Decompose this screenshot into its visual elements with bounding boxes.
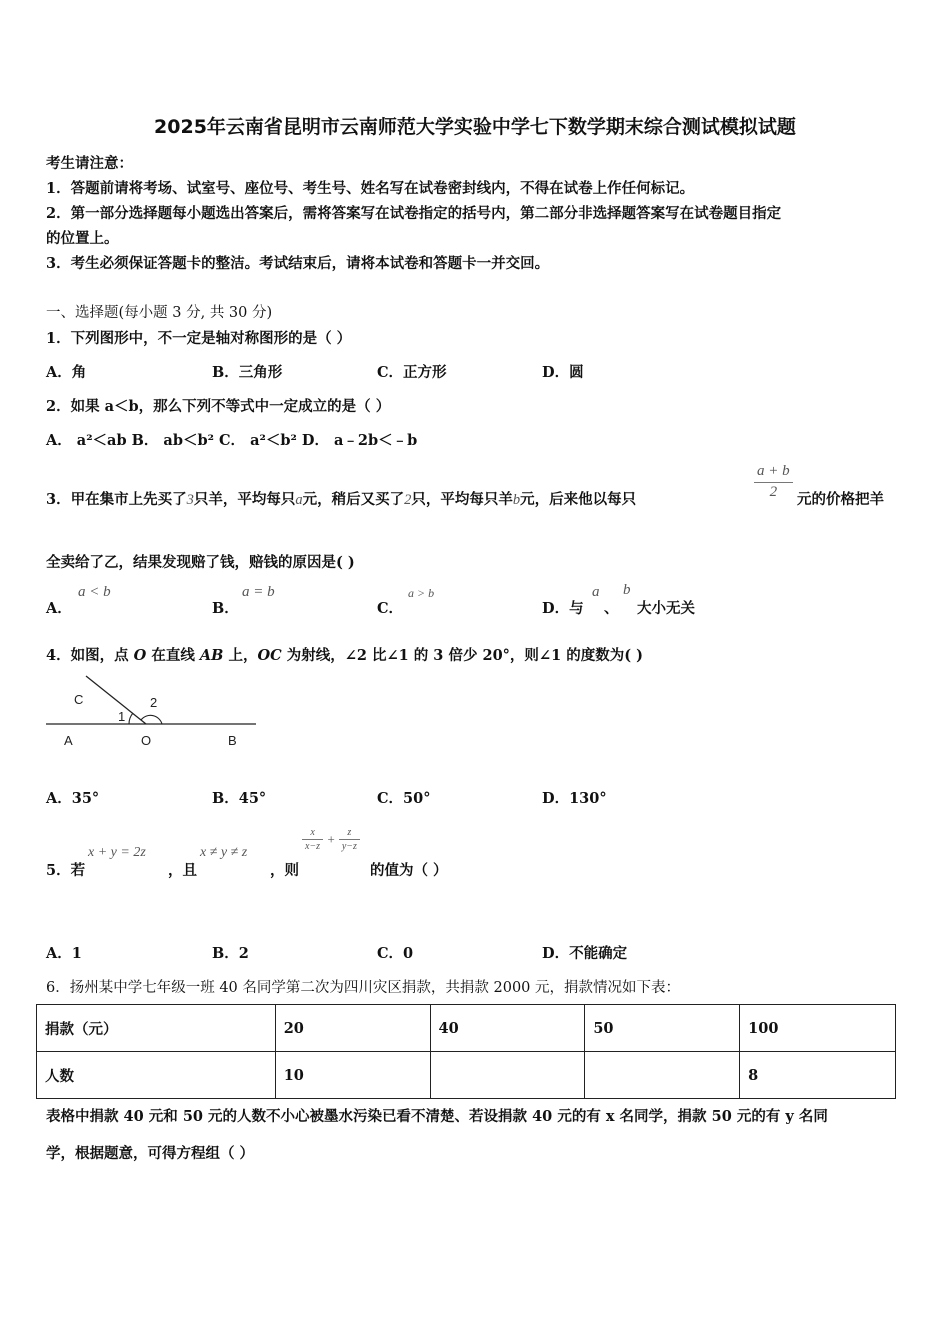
q4-option-a: A．35° <box>46 790 100 807</box>
q4-text-3: 上， <box>223 647 258 664</box>
q6-after-line-2: 学，根据题意，可得方程组（ ） <box>46 1145 255 1162</box>
q3-fraction-denominator: 2 <box>769 483 778 500</box>
q3-var-a: a <box>295 492 303 508</box>
q3-num-2: 2 <box>404 492 412 508</box>
q4-point-o: O <box>133 647 147 664</box>
q4-ray-oc: OC <box>257 647 282 664</box>
notice-line-1: 1．答题前请将考场、试室号、座位号、考生号、姓名写在试卷密封线内，不得在试卷上作任何标记。 <box>46 180 695 197</box>
q1-option-c: C．正方形 <box>377 364 447 381</box>
q1-option-b: B．三角形 <box>212 364 283 381</box>
section-heading: 一、选择题(每小题 3 分, 共 30 分) <box>46 305 273 321</box>
q3-num-3: 3 <box>186 492 194 508</box>
table-cell: 8 <box>740 1052 896 1099</box>
angle-diagram <box>40 672 270 754</box>
question-2-stem: 2．如果 a＜b，那么下列不等式中一定成立的是（ ） <box>46 398 391 415</box>
q4-text-2: 在直线 <box>146 647 200 664</box>
ray-oc <box>86 676 146 724</box>
q5-frac1-den: x−z <box>305 841 321 852</box>
question-1-stem: 1．下列图形中，不一定是轴对称图形的是（ ） <box>46 330 352 347</box>
angle-1-arc <box>129 713 133 724</box>
q4-option-b: B．45° <box>212 790 267 807</box>
q3-fraction <box>754 462 793 502</box>
q3-text-6: 元的价格把羊 <box>797 491 884 508</box>
q1-option-d: D．圆 <box>542 364 584 381</box>
q3-option-a-label: A． <box>46 600 72 617</box>
q5-option-c: C．0 <box>377 945 414 962</box>
q3-option-d-tail: 大小无关 <box>637 600 695 617</box>
donation-table <box>36 1004 896 1099</box>
q3-option-c-math: a > b <box>408 586 435 600</box>
q3-option-d-a: a <box>592 584 600 600</box>
table-row <box>37 1005 896 1052</box>
q3-text-2: 只羊，平均每只 <box>193 491 296 508</box>
q3-text-3: 元，稍后又买了 <box>302 491 405 508</box>
q3-text-5: 元，后来他以每只 <box>520 491 637 508</box>
notice-heading: 考生请注意： <box>46 155 133 172</box>
q3-option-d-sep: 、 <box>604 600 619 617</box>
q5-condition-2: x ≠ y ≠ z <box>200 845 248 860</box>
q4-text-1: 4．如图，点 <box>46 647 134 664</box>
q5-option-a: A．1 <box>46 945 82 962</box>
table-cell: 40 <box>430 1005 585 1052</box>
question-3-stem <box>46 488 636 509</box>
q3-fraction-numerator: a + b <box>754 462 793 483</box>
notice-line-2b: 的位置上。 <box>46 230 119 247</box>
q5-condition-1: x + y = 2z <box>88 845 146 860</box>
table-cell: 20 <box>275 1005 430 1052</box>
q5-plus: + <box>326 831 336 847</box>
table-cell: 10 <box>275 1052 430 1099</box>
q1-option-a: A．角 <box>46 364 87 381</box>
q3-option-b-math: a = b <box>242 584 275 600</box>
label-b: B <box>228 733 237 748</box>
q4-text-4: 为射线，∠2 比∠1 的 3 倍少 20°，则∠1 的度数为( ) <box>281 647 643 664</box>
label-c: C <box>74 692 84 707</box>
q5-option-b: B．2 <box>212 945 249 962</box>
q2-options: A． a²＜ab B． ab＜b² C． a²＜b² D． a﹣2b＜﹣b <box>46 432 418 449</box>
table-cell: 50 <box>585 1005 740 1052</box>
table-cell <box>430 1052 585 1099</box>
q4-option-d: D．130° <box>542 790 607 807</box>
page-title: 2025年云南省昆明市云南师范大学实验中学七下数学期末综合测试模拟试题 <box>154 116 796 138</box>
q5-text-4: 的值为（ ） <box>370 862 448 879</box>
q5-frac2-den: y−z <box>341 841 357 852</box>
table-cell: 100 <box>740 1005 896 1052</box>
q3-text-4: 只，平均每只羊 <box>411 491 513 508</box>
label-a: A <box>64 733 73 748</box>
question-6-stem: 6．扬州某中学七年级一班 40 名同学第二次为四川灾区捐款，共捐款 2000 元，捐款情况如下表： <box>46 980 681 996</box>
q5-expression <box>302 826 360 853</box>
label-angle-1: 1 <box>118 709 126 724</box>
q3-option-c-label: C． <box>377 600 404 617</box>
table-row <box>37 1052 896 1099</box>
q3-var-b: b <box>512 492 521 508</box>
q3-text-1: 3．甲在集市上先买了 <box>46 491 187 508</box>
question-4-stem <box>46 644 643 665</box>
q4-line-ab: AB <box>199 647 224 664</box>
q5-text-1: 5．若 <box>46 862 86 879</box>
q3-option-d-label: D．与 <box>542 600 584 617</box>
q6-after-line-1: 表格中捐款 40 元和 50 元的人数不小心被墨水污染已看不清楚、若设捐款 40 元的有 x 名同学，捐款 50 元的有 y 名同 <box>46 1108 828 1125</box>
q3-option-a-math: a < b <box>78 584 111 600</box>
notice-line-2a: 2．第一部分选择题每小题选出答案后，需将答案写在试卷指定的括号内，第二部分非选择题答案写在试卷题目指定 <box>46 205 782 222</box>
q5-frac1-num: x <box>302 826 323 840</box>
table-cell: 人数 <box>37 1052 276 1099</box>
q5-frac2-num: z <box>339 826 360 840</box>
table-cell <box>585 1052 740 1099</box>
table-cell: 捐款（元） <box>37 1005 276 1052</box>
label-o: O <box>141 733 152 748</box>
q3-line-2: 全卖给了乙，结果发现赔了钱，赔钱的原因是( ) <box>46 554 355 571</box>
q3-option-d-b: b <box>623 582 631 598</box>
q3-option-b-label: B． <box>212 600 239 617</box>
q5-text-2: ，且 <box>168 862 197 879</box>
label-angle-2: 2 <box>150 695 158 710</box>
q5-text-3: ，则 <box>270 862 299 879</box>
notice-line-3: 3．考生必须保证答题卡的整洁。考试结束后，请将本试卷和答题卡一并交回。 <box>46 255 550 272</box>
q4-option-c: C．50° <box>377 790 431 807</box>
q5-option-d: D．不能确定 <box>542 945 628 962</box>
